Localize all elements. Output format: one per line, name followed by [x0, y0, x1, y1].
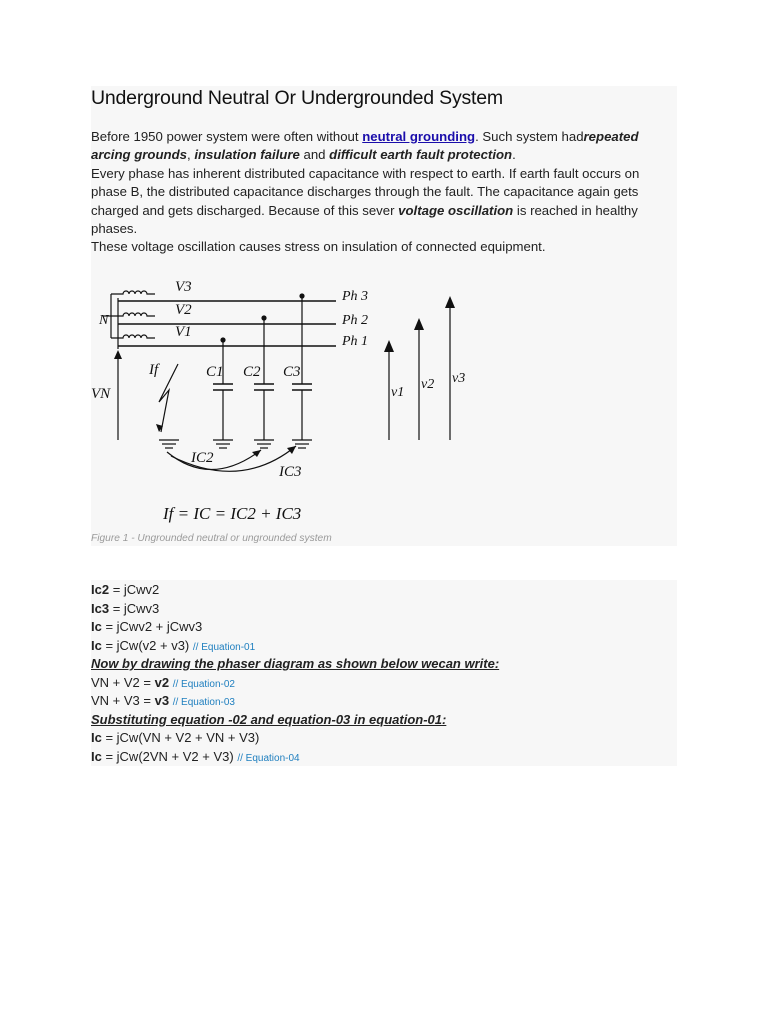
equation-line: [91, 692, 235, 713]
cap-label-c3: C3: [283, 364, 301, 380]
winding-v3: [111, 291, 155, 294]
equation-comment: // Equation-02: [172, 678, 235, 690]
equation-variable: Ic3: [91, 600, 110, 616]
page-title: Underground Neutral Or Undergrounded System: [91, 87, 503, 109]
cap-label-c2: C2: [243, 364, 261, 380]
phasor-label-v1: v1: [391, 385, 405, 400]
emphasis-text: voltage oscillation: [398, 202, 514, 218]
ground-symbols: [159, 440, 312, 448]
emphasis-text: repeated arcing grounds: [91, 129, 639, 163]
ic2-current-arc: [167, 450, 261, 470]
fault-current-formula: If = IC = IC2 + IC3: [163, 504, 302, 523]
equation-expression: = jCwv2 + jCwv3: [101, 619, 203, 634]
intro-text: .: [512, 147, 516, 163]
cap-label-c1: C1: [206, 364, 224, 380]
vn-label: VN: [91, 386, 111, 402]
intro-text: Before 1950 power system were often without: [91, 129, 363, 144]
phasor-v3-arrowhead: [445, 296, 455, 308]
equation-expression: = jCw(2VN + V2 + V3): [101, 748, 238, 764]
current-label-ic3: IC3: [279, 464, 302, 480]
equation-line: [91, 729, 259, 748]
equation-comment: // Equation-03: [172, 697, 235, 708]
equation-line: [91, 748, 300, 769]
emphasis-text: insulation failure: [194, 147, 300, 163]
intro-paragraph: [91, 128, 671, 165]
current-label-ic2: IC2: [191, 450, 214, 466]
equation-line: [91, 581, 159, 600]
equation-variable: Ic: [91, 619, 102, 634]
neutral-grounding-link[interactable]: neutral grounding: [362, 129, 476, 144]
phasor-label-v3: v3: [452, 371, 466, 386]
fault-arc-zigzag: [159, 364, 178, 432]
phasor-v2-arrowhead: [414, 318, 424, 330]
equation-expression: = jCwv2: [109, 582, 160, 597]
body-text: is reached in healthy phases.: [91, 202, 638, 237]
stress-paragraph: These voltage oscillation causes stress on insulation of connected equipment.: [91, 239, 546, 254]
capacitance-paragraph: [91, 165, 671, 239]
equation-variable: Ic: [91, 637, 102, 653]
intro-text: ,: [186, 147, 195, 163]
source-label-v1: V1: [175, 324, 192, 340]
equation-variable: v2: [154, 674, 170, 690]
equation-line: [91, 618, 202, 637]
equation-variable: Ic2: [91, 582, 110, 597]
phasor-label-v2: v2: [421, 377, 435, 392]
substitution-heading: Substituting equation -02 and equation-03 in equation-01:: [91, 711, 447, 727]
source-label-v2: V2: [175, 302, 192, 318]
equation-variable: Ic: [91, 748, 102, 764]
intro-text: and: [299, 147, 330, 163]
equation-expression: VN + V2 =: [91, 674, 155, 690]
equation-expression: = jCwv3: [109, 600, 160, 616]
intro-text: . Such system had: [475, 129, 584, 144]
equation-line: [91, 674, 235, 695]
equation-expression: VN + V3 =: [91, 693, 155, 708]
equation-variable: Ic: [91, 730, 102, 745]
equation-line: [91, 600, 159, 619]
phasor-heading: Now by drawing the phaser diagram as shown below wecan write:: [91, 656, 500, 671]
phase-label-3: Ph 3: [342, 289, 369, 304]
vn-arrowhead: [114, 350, 122, 359]
phase-label-1: Ph 1: [342, 334, 369, 349]
equation-variable: v3: [154, 693, 170, 708]
ic3-current-arc: [171, 446, 296, 471]
neutral-label: N: [99, 313, 109, 328]
ungrounded-system-diagram: [91, 266, 481, 531]
body-text: Every phase has inherent distributed capacitance with respect to earth. If earth fault occurs on phase B, the distributed capacitance discharges through the fault. The capacitance again gets charged and gets discharged. Because of this sever: [91, 166, 640, 218]
equation-expression: = jCw(v2 + v3): [101, 637, 193, 653]
emphasis-text: difficult earth fault protection: [329, 147, 513, 163]
equation-line: [91, 637, 255, 658]
equation-comment: // Equation-04: [237, 752, 300, 764]
figure-caption: Figure 1 - Ungrounded neutral or ungrounded system: [91, 533, 332, 544]
phase-label-2: Ph 2: [342, 313, 369, 328]
phasor-v1-arrowhead: [384, 340, 394, 352]
source-label-v3: V3: [175, 279, 192, 295]
ic3-arrowhead: [287, 446, 296, 454]
fault-current-label: If: [149, 362, 159, 378]
equation-comment: // Equation-01: [192, 641, 256, 653]
equation-expression: = jCw(VN + V2 + VN + V3): [101, 730, 260, 745]
